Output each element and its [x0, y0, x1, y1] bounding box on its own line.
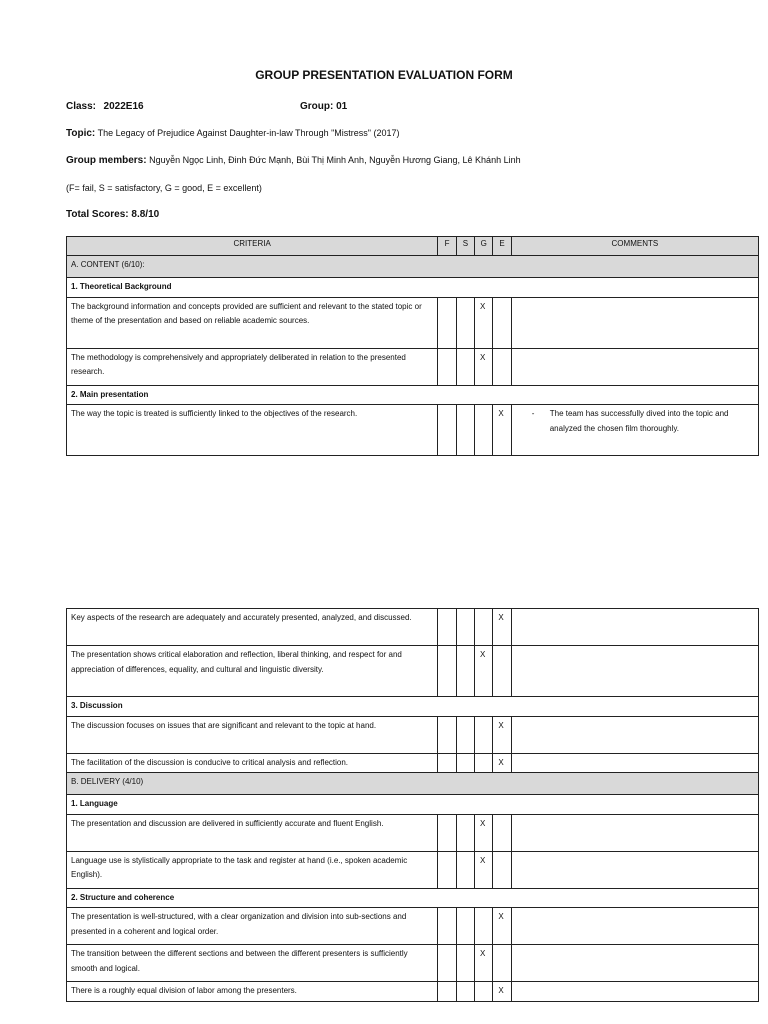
- members-value: Nguyễn Ngọc Linh, Đinh Đức Mạnh, Bùi Thị Minh Anh, Nguyễn Hương Giang, Lê Khánh Linh: [149, 155, 521, 165]
- topic-label: Topic:: [66, 128, 96, 139]
- criterion-text: Language use is stylistically appropriate to the task and register at hand (i.e., spoken academic English).: [67, 851, 438, 888]
- grade-e-mark: X: [493, 405, 511, 456]
- evaluation-table-part2: [66, 608, 759, 1002]
- comment-bullet: -: [531, 409, 535, 418]
- form-title: GROUP PRESENTATION EVALUATION FORM: [255, 68, 513, 82]
- table-row: [67, 297, 759, 348]
- table-row: [67, 908, 759, 945]
- criterion-text: The methodology is comprehensively and appropriately deliberated in relation to the presented research.: [67, 348, 438, 385]
- evaluation-table-part1: [66, 236, 759, 456]
- table-row: [67, 646, 759, 697]
- class-line: [66, 101, 144, 112]
- grade-e-mark: X: [493, 908, 511, 945]
- grade-g-mark: X: [475, 297, 493, 348]
- f-header: F: [438, 237, 456, 256]
- e-header: E: [493, 237, 511, 256]
- criterion-text: The presentation shows critical elaboration and reflection, liberal thinking, and respect for and appreciation of differences, equality, and cultural and linguistic diversity.: [67, 646, 438, 697]
- class-label: Class:: [66, 101, 97, 112]
- criterion-text: The background information and concepts provided are sufficient and relevant to the stated topic or theme of the presentation and based on reliable academic sources.: [67, 297, 438, 348]
- table-row: [67, 348, 759, 385]
- table-header-row: [67, 237, 759, 256]
- subsection-row: 1. Theoretical Background: [67, 278, 759, 298]
- table-row: [67, 753, 759, 773]
- grade-g-mark: X: [475, 348, 493, 385]
- comments-header: COMMENTS: [511, 237, 758, 256]
- criterion-text: The presentation and discussion are delivered in sufficiently accurate and fluent English.: [67, 814, 438, 851]
- g-header: G: [475, 237, 493, 256]
- table-row: [67, 609, 759, 646]
- grade-e-mark: X: [493, 982, 511, 1002]
- grade-g-mark: X: [475, 945, 493, 982]
- members-label: Group members:: [66, 155, 147, 166]
- subsection-row: 2. Main presentation: [67, 385, 759, 405]
- grade-g-mark: X: [475, 646, 493, 697]
- topic-line: [66, 128, 399, 139]
- table-row: [67, 405, 759, 456]
- grade-g-mark: X: [475, 851, 493, 888]
- table-row: [67, 945, 759, 982]
- criterion-text: The presentation is well-structured, with a clear organization and division into sub-sections and presented in a coherent and logical order.: [67, 908, 438, 945]
- comment-cell: [511, 405, 758, 456]
- section-row: A. CONTENT (6/10):: [67, 256, 759, 278]
- criterion-text: Key aspects of the research are adequately and accurately presented, analyzed, and discussed.: [67, 609, 438, 646]
- section-row: B. DELIVERY (4/10): [67, 773, 759, 795]
- table-row: [67, 814, 759, 851]
- grade-g-mark: X: [475, 814, 493, 851]
- criterion-text: The discussion focuses on issues that are significant and relevant to the topic at hand.: [67, 716, 438, 753]
- criterion-text: There is a roughly equal division of labor among the presenters.: [67, 982, 438, 1002]
- subsection-row: 2. Structure and coherence: [67, 888, 759, 908]
- grading-legend: (F= fail, S = satisfactory, G = good, E = excellent): [66, 183, 262, 193]
- table-row: [67, 982, 759, 1002]
- grade-e-mark: X: [493, 716, 511, 753]
- group-label: Group: 01: [300, 101, 348, 112]
- criteria-header: CRITERIA: [67, 237, 438, 256]
- topic-value: The Legacy of Prejudice Against Daughter-in-law Through "Mistress" (2017): [97, 128, 400, 138]
- class-value: 2022E16: [103, 101, 144, 112]
- subsection-row: 1. Language: [67, 795, 759, 815]
- total-score: Total Scores: 8.8/10: [66, 209, 160, 220]
- grade-e-mark: X: [493, 753, 511, 773]
- members-line: [66, 155, 521, 166]
- grade-e-mark: X: [493, 609, 511, 646]
- table-row: [67, 716, 759, 753]
- s-header: S: [456, 237, 474, 256]
- subsection-row: 3. Discussion: [67, 697, 759, 717]
- comment-text: The team has successfully dived into the topic and analyzed the chosen film thoroughly.: [549, 409, 729, 433]
- criterion-text: The facilitation of the discussion is conducive to critical analysis and reflection.: [67, 753, 438, 773]
- criterion-text: The way the topic is treated is sufficiently linked to the objectives of the research.: [67, 405, 438, 456]
- table-row: [67, 851, 759, 888]
- criterion-text: The transition between the different sections and between the different presenters is sufficiently smooth and logical.: [67, 945, 438, 982]
